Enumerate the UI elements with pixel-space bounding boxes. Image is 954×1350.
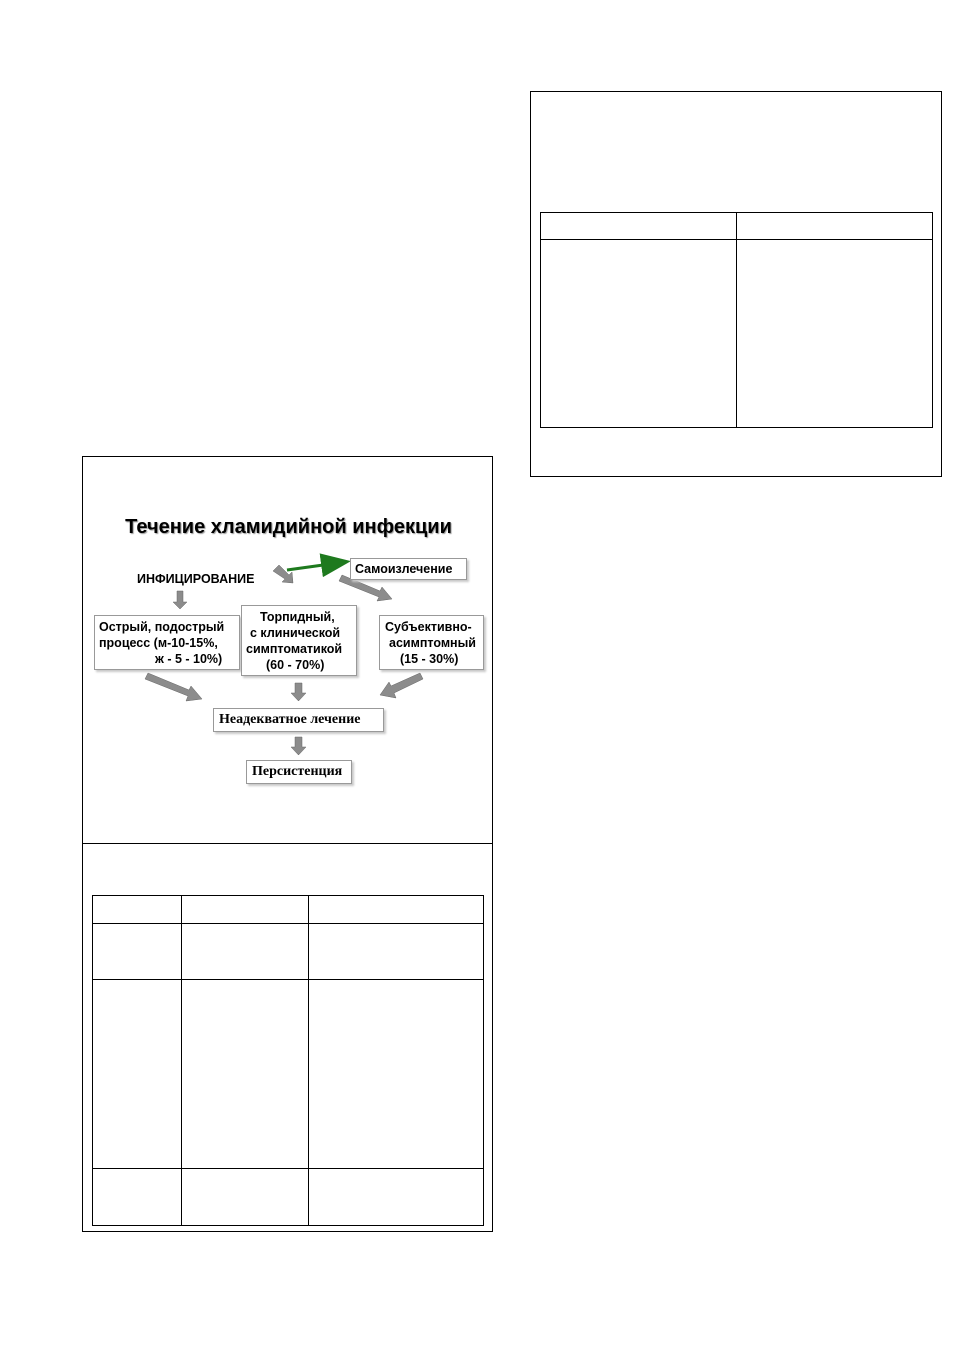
arrow-to-torpid	[273, 565, 293, 583]
table-row-divider	[93, 1168, 483, 1169]
persistence-text: Персистенция	[252, 764, 343, 779]
table-row-divider	[93, 979, 483, 980]
arrow-down-acute	[173, 591, 187, 609]
subjective-box	[379, 615, 484, 670]
table-row-divider	[93, 923, 483, 924]
torpid-line2: с клинической	[250, 626, 341, 640]
right-frame	[530, 91, 942, 477]
self-healing-box	[350, 558, 467, 580]
diagram-title: Течение хламидийной инфекции	[125, 516, 452, 538]
table-row-divider	[541, 239, 932, 240]
arrow-to-self-healing	[287, 562, 345, 570]
frame-divider	[83, 843, 492, 844]
acute-line1: Острый, подострый	[99, 620, 225, 634]
self-healing-text: Самоизлечение	[355, 562, 453, 576]
acute-process-box	[94, 615, 240, 670]
table-col-divider	[736, 213, 737, 427]
subjective-line2: асимптомный	[389, 636, 476, 650]
inadequate-treatment-box	[213, 708, 384, 732]
subjective-line3: (15 - 30%)	[400, 652, 459, 666]
acute-line2: процесс (м-10-15%,	[99, 636, 218, 650]
empty-table-right	[540, 212, 933, 428]
table-col-divider	[308, 896, 309, 1225]
torpid-line1: Торпидный,	[260, 610, 335, 624]
empty-table-left	[92, 895, 484, 1226]
torpid-line4: (60 - 70%)	[266, 658, 325, 672]
arrow-from-subjective	[380, 673, 423, 698]
torpid-box	[241, 605, 357, 676]
table-col-divider	[181, 896, 182, 1225]
torpid-line3: симптоматикой	[246, 642, 343, 656]
arrow-down-treatment	[291, 737, 306, 755]
arrow-from-acute	[145, 673, 202, 701]
arrow-down-torpid	[291, 683, 306, 701]
diagram-frame	[82, 456, 493, 1232]
inadequate-treatment-text: Неадекватное лечение	[219, 712, 361, 727]
infection-label: ИНФИЦИРОВАНИЕ	[137, 572, 255, 586]
subjective-line1: Субъективно-	[385, 620, 472, 634]
persistence-box	[246, 760, 352, 784]
acute-line3: ж - 5 - 10%)	[155, 652, 223, 666]
